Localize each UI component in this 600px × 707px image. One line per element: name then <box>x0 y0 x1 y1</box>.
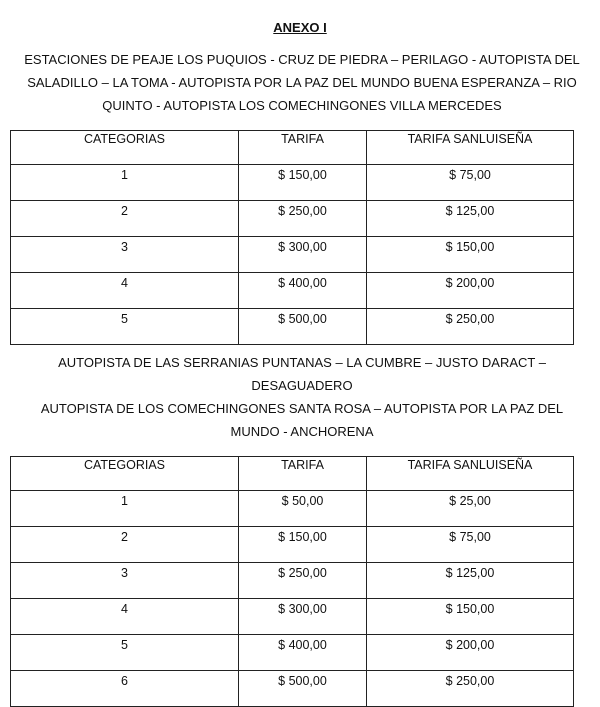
column-header-sanluisena-tariff: TARIFA SANLUISEÑA <box>367 131 574 165</box>
toll-fee-table-2 <box>10 456 574 707</box>
section2-heading-line: DESAGUADERO <box>251 378 353 393</box>
annex-title: ANEXO I <box>273 20 327 35</box>
table-row <box>11 237 574 273</box>
sanluisena-tariff-cell: $ 125,00 <box>367 563 574 599</box>
category-cell: 5 <box>11 309 239 345</box>
section2-heading-line: AUTOPISTA DE LOS COMECHINGONES SANTA ROSA – AUTOPISTA POR LA PAZ DEL <box>40 401 564 416</box>
tariff-cell: $ 500,00 <box>239 671 367 707</box>
column-header-categories: CATEGORIAS <box>11 131 239 165</box>
table-row <box>11 563 574 599</box>
column-header-tariff: TARIFA <box>239 131 367 165</box>
column-header-categories: CATEGORIAS <box>11 457 239 491</box>
tariff-cell: $ 250,00 <box>239 563 367 599</box>
section1-heading-line: SALADILLO – LA TOMA - AUTOPISTA POR LA PAZ DEL MUNDO BUENA ESPERANZA – RIO <box>27 75 577 90</box>
section2-heading-line: MUNDO - ANCHORENA <box>230 424 374 439</box>
table-row <box>11 635 574 671</box>
table-header-row <box>11 131 574 165</box>
category-cell: 3 <box>11 237 239 273</box>
sanluisena-tariff-cell: $ 250,00 <box>367 671 574 707</box>
tariff-cell: $ 300,00 <box>239 599 367 635</box>
tariff-cell: $ 300,00 <box>239 237 367 273</box>
table-row <box>11 165 574 201</box>
table-row <box>11 201 574 237</box>
tariff-cell: $ 150,00 <box>239 527 367 563</box>
section1-heading <box>10 48 594 117</box>
table-row <box>11 309 574 345</box>
category-cell: 2 <box>11 201 239 237</box>
table-header-row <box>11 457 574 491</box>
table-row <box>11 671 574 707</box>
sanluisena-tariff-cell: $ 75,00 <box>367 165 574 201</box>
table-row <box>11 491 574 527</box>
section1-heading-line: ESTACIONES DE PEAJE LOS PUQUIOS - CRUZ DE PIEDRA – PERILAGO - AUTOPISTA DEL <box>24 52 580 67</box>
tariff-cell: $ 400,00 <box>239 635 367 671</box>
sanluisena-tariff-cell: $ 150,00 <box>367 237 574 273</box>
tariff-cell: $ 150,00 <box>239 165 367 201</box>
category-cell: 4 <box>11 273 239 309</box>
table-row <box>11 599 574 635</box>
sanluisena-tariff-cell: $ 25,00 <box>367 491 574 527</box>
sanluisena-tariff-cell: $ 125,00 <box>367 201 574 237</box>
category-cell: 2 <box>11 527 239 563</box>
table-row <box>11 527 574 563</box>
sanluisena-tariff-cell: $ 200,00 <box>367 635 574 671</box>
toll-fee-table-1 <box>10 130 574 345</box>
section2-heading-line: AUTOPISTA DE LAS SERRANIAS PUNTANAS – LA CUMBRE – JUSTO DARACT – <box>58 355 546 370</box>
section2-heading <box>10 351 594 443</box>
category-cell: 6 <box>11 671 239 707</box>
tariff-cell: $ 400,00 <box>239 273 367 309</box>
sanluisena-tariff-cell: $ 150,00 <box>367 599 574 635</box>
sanluisena-tariff-cell: $ 75,00 <box>367 527 574 563</box>
category-cell: 5 <box>11 635 239 671</box>
column-header-tariff: TARIFA <box>239 457 367 491</box>
category-cell: 1 <box>11 165 239 201</box>
section1-heading-line: QUINTO - AUTOPISTA LOS COMECHINGONES VILLA MERCEDES <box>102 98 502 113</box>
column-header-sanluisena-tariff: TARIFA SANLUISEÑA <box>367 457 574 491</box>
tariff-cell: $ 50,00 <box>239 491 367 527</box>
category-cell: 1 <box>11 491 239 527</box>
sanluisena-tariff-cell: $ 200,00 <box>367 273 574 309</box>
category-cell: 3 <box>11 563 239 599</box>
table-row <box>11 273 574 309</box>
category-cell: 4 <box>11 599 239 635</box>
tariff-cell: $ 250,00 <box>239 201 367 237</box>
sanluisena-tariff-cell: $ 250,00 <box>367 309 574 345</box>
tariff-cell: $ 500,00 <box>239 309 367 345</box>
